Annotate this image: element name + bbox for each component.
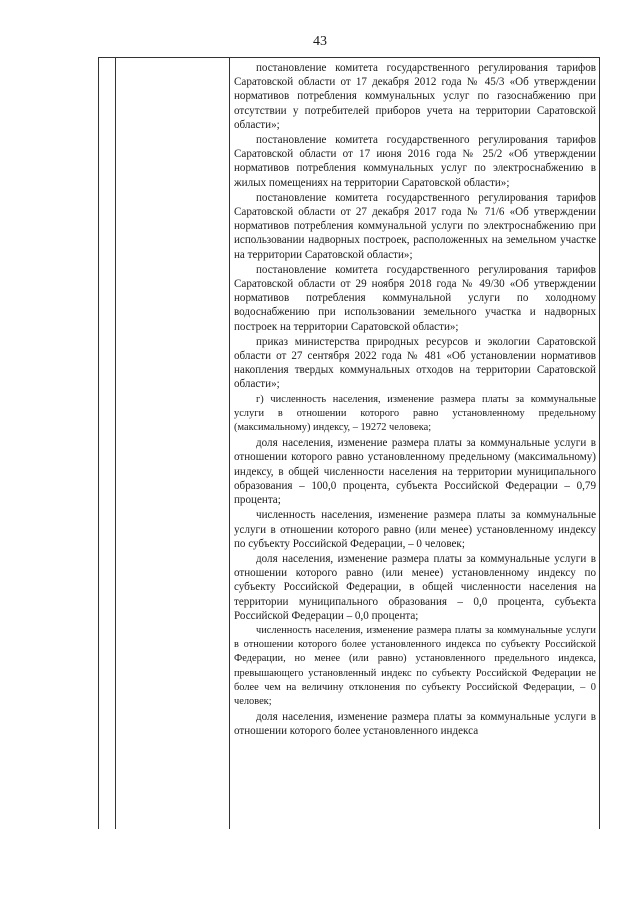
- paragraph-resolution-cold-water: постановление комитета государственного регулирования тарифов Саратовской области от 29 ноября 2018 года № 49/30 «Об утверждении нормативов потребления коммунальной услуги по холодному водоснабжению при использовании земельного участка и надворных построек на территории Саратовской области»;: [234, 263, 596, 333]
- document-table: [98, 57, 600, 829]
- paragraph-resolution-gas: постановление комитета государственного регулирования тарифов Саратовской области от 17 декабря 2012 года № 45/3 «Об утверждении нормативов потребления коммунальных услуг по газоснабжению при отсутствии у потребителей приборов учета на территории Саратовской области»;: [234, 62, 596, 131]
- paragraph-share-max-index: доля населения, изменение размера платы за коммунальные услуги в отношении которого равно установленному предельному (максимальному) индексу, в общей численности населения на территории муниципального образования – 100,0 процента, субъекта Российской Федерации – 0,79 процента;: [234, 437, 596, 507]
- paragraph-share-below-index: доля населения, изменение размера платы за коммунальные услуги в отношении которого равно (или менее) установленному индексу по субъекту Российской Федерации, в общей численности населения на территории муниципального образования – 0,0 процента, субъекта Российской Федерации – 0,0 процента;: [234, 552, 596, 622]
- paragraph-population-above-index: численность населения, изменение размера платы за коммунальные услуги в отношении которого более установленного индекса по субъекту Российской Федерации, но менее (или равно) установленного предельного индекса, превышающего установленный индекс по субъекту Российской Федерации не более чем на величину отклонения по субъекту Российской Федерации, – 0 человек;: [234, 624, 596, 707]
- table-column-divider: [229, 58, 230, 829]
- table-text-cell: [234, 61, 596, 739]
- paragraph-population-below-index: численность населения, изменение размера платы за коммунальные услуги в отношении которого равно (или менее) установленному индексу по субъекту Российской Федерации, – 0 человек;: [234, 509, 596, 550]
- paragraph-order-solid-waste: приказ министерства природных ресурсов и экологии Саратовской области от 27 сентября 2022 года № 481 «Об установлении нормативов накопления твердых коммунальных отходов на территории Саратовской области»;: [234, 335, 596, 391]
- table-column-divider: [115, 58, 116, 829]
- paragraph-resolution-electricity-outbuildings: постановление комитета государственного регулирования тарифов Саратовской области от 27 декабря 2017 года № 71/6 «Об утверждении нормативов потребления коммунальной услуги по электроснабжению при использовании надворных построек, расположенных на земельном участке на территории Саратовской области»;: [234, 191, 596, 261]
- page-number: 43: [313, 34, 327, 49]
- paragraph-share-above-index: доля населения, изменение размера платы за коммунальные услуги в отношении которого более установленного индекса: [234, 711, 596, 738]
- paragraph-resolution-electricity-housing: постановление комитета государственного регулирования тарифов Саратовской области от 17 июня 2016 года № 25/2 «Об утверждении нормативов потребления коммунальных услуг по электроснабжению в жилых помещениях на территории Саратовской области»;: [234, 134, 596, 189]
- paragraph-population-max-index: г) численность населения, изменение размера платы за коммунальные услуги в отношении которого равно установленному предельному (максимальному) индексу, – 19272 человека;: [234, 393, 596, 434]
